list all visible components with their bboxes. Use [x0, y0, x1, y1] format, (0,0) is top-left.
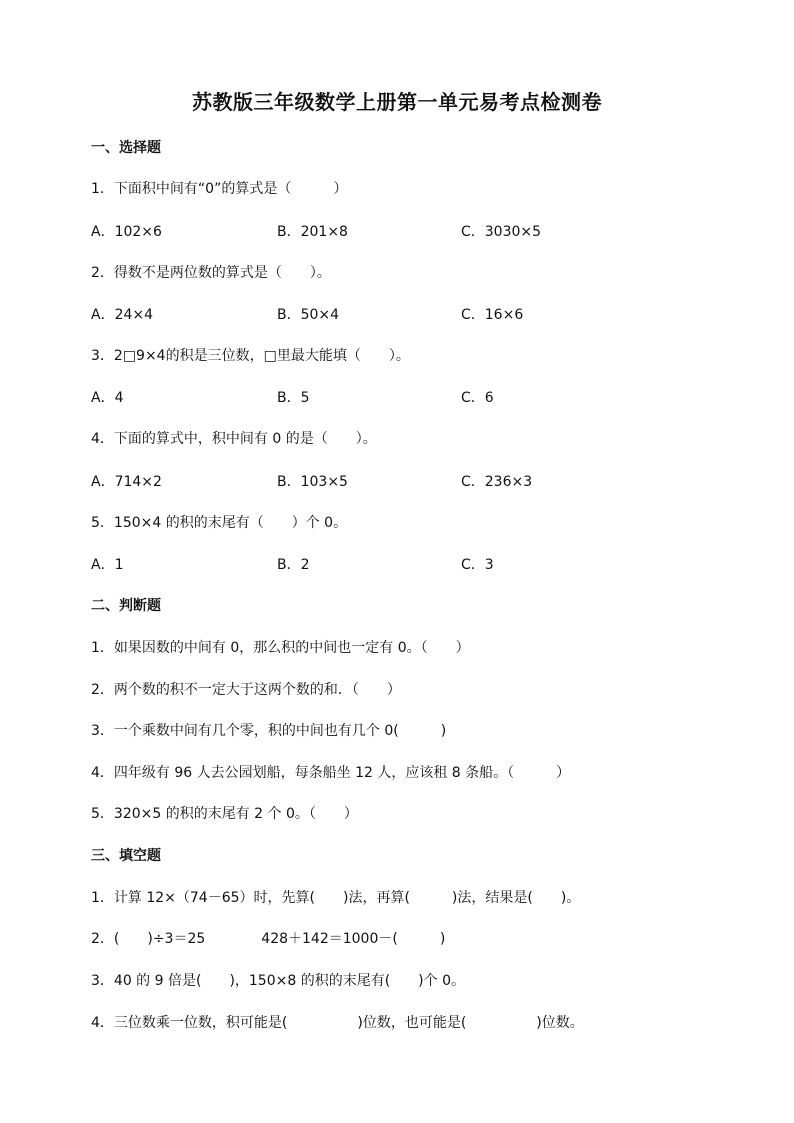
option-a: A．102×6 — [91, 224, 162, 240]
option-c: C．3 — [461, 557, 494, 573]
question-text: 2．得数不是两位数的算式是（ ）。 — [91, 265, 331, 281]
option-b: B．50×4 — [277, 307, 340, 323]
option-a: A．714×2 — [91, 474, 162, 490]
option-a: A．4 — [91, 390, 124, 406]
question-text: 1．计算 12×（74－65）时，先算( )法，再算( )法，结果是( )。 — [91, 890, 581, 906]
question-text: 3．40 的 9 倍是( )，150×8 的积的末尾有( )个 0。 — [91, 973, 465, 989]
option-c: C．16×6 — [461, 307, 524, 323]
section-heading-choice: 一、选择题 — [91, 140, 161, 156]
question-text: 4．四年级有 96 人去公园划船，每条船坐 12 人，应该租 8 条船。（ ） — [91, 765, 571, 781]
page-title: 苏教版三年级数学上册第一单元易考点检测卷 — [192, 90, 602, 114]
question-text: 4．下面的算式中，积中间有 0 的是（ ）。 — [91, 431, 377, 447]
section-heading-judgment: 二、判断题 — [91, 598, 161, 614]
question-text: 3．2□9×4的积是三位数，□里最大能填（ ）。 — [91, 348, 410, 364]
option-a: A．24×4 — [91, 307, 154, 323]
option-c: C．236×3 — [461, 474, 533, 490]
option-b: B．5 — [277, 390, 310, 406]
question-text: 5．150×4 的积的末尾有（ ）个 0。 — [91, 515, 348, 531]
option-b: B．201×8 — [277, 224, 348, 240]
option-c: C．3030×5 — [461, 224, 542, 240]
question-text: 2．( )÷3＝25 428＋142＝1000－( ) — [91, 931, 446, 947]
option-b: B．103×5 — [277, 474, 348, 490]
option-b: B．2 — [277, 557, 310, 573]
question-text: 1．如果因数的中间有 0，那么积的中间也一定有 0。（ ） — [91, 640, 470, 656]
question-text: 4．三位数乘一位数，积可能是( )位数，也可能是( )位数。 — [91, 1015, 584, 1031]
question-text: 5．320×5 的积的末尾有 2 个 0。（ ） — [91, 806, 358, 822]
option-c: C．6 — [461, 390, 494, 406]
option-a: A．1 — [91, 557, 124, 573]
question-text: 1．下面积中间有“0”的算式是（ ） — [91, 181, 348, 197]
section-heading-fill: 三、填空题 — [91, 848, 161, 864]
question-text: 3．一个乘数中间有几个零，积的中间也有几个 0( ) — [91, 723, 447, 739]
question-text: 2．两个数的积不一定大于这两个数的和．（ ） — [91, 682, 401, 698]
